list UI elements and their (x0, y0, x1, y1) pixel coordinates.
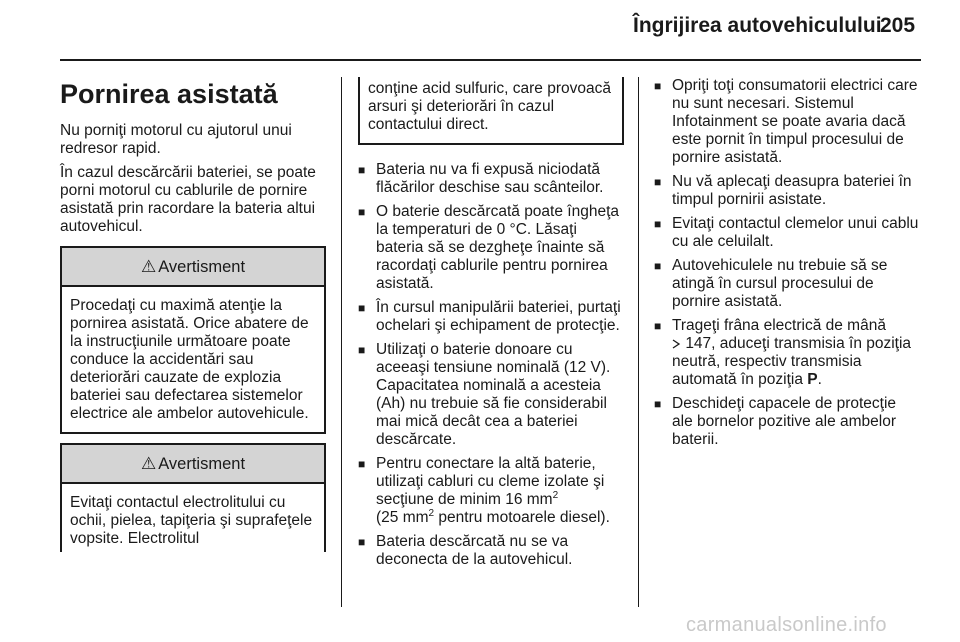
list-item: ■ Autovehiculele nu trebuie să se atingă în cursul procesului de pornire asistată. (654, 257, 888, 310)
bullet-list-col2 (358, 161, 624, 569)
warning-header-1 (62, 248, 324, 287)
watermark: carmanualsonline.info (686, 614, 887, 636)
bullet-icon: ■ (654, 319, 662, 333)
list-item: ■ Utilizaţi o baterie donoare cu aceeaşi tensiune nominală (12 V). Capacitatea nominală a acesteia (Ah) nu trebuie să fie considerabil mai mică decât cea a bateriei descărcate. (358, 341, 611, 448)
list-item: ■ Bateria descărcată nu se va deconecta de la autovehicul. (358, 533, 573, 568)
page-reference-icon (672, 335, 685, 352)
warning-header-2 (62, 445, 324, 484)
list-item: ■ În cursul manipulării bateriei, purtaţi ochelari şi echipament de protecţie. (358, 299, 621, 334)
bullet-list-col3 (654, 77, 920, 449)
list-item: ■ Bateria nu va fi expusă niciodată flăcărilor deschise sau scânteilor. (358, 161, 604, 196)
bullet-icon: ■ (358, 457, 366, 471)
section-title: Pornirea asistată (60, 79, 278, 109)
column-1 (60, 77, 326, 552)
bullet-icon: ■ (654, 175, 662, 189)
bullet-icon: ■ (358, 343, 366, 357)
warning-box-1 (60, 246, 326, 434)
header-title: Îngrijirea autovehiculului (633, 14, 882, 37)
bullet-icon: ■ (654, 79, 662, 93)
warning-triangle-icon: ⚠ (140, 256, 157, 276)
list-item: ■ O baterie descărcată poate îngheţa la temperaturi de 0 °C. Lăsaţi bateria să se dezgheţe înainte să racordaţi cablurile pentru pornirea asistată. (358, 203, 619, 292)
bullet-icon: ■ (358, 205, 366, 219)
column-divider-left (341, 77, 342, 607)
column-2 (358, 77, 624, 575)
warning-title-1: Avertisment (158, 257, 246, 276)
header-rule (60, 59, 921, 61)
warning-text-2-continued: conţine acid sulfuric, care provoacă arsuri şi deteriorări în cazul contactului direct. (368, 80, 611, 133)
page-number: 205 (880, 14, 916, 37)
warning-triangle-icon: ⚠ (140, 453, 157, 473)
list-item: ■ Evitaţi contactul clemelor unui cablu cu ale celuilalt. (654, 215, 919, 250)
warning-text-2: Evitaţi contactul electrolitului cu ochii, pielea, tapiţeria şi suprafeţele vopsite. Electrolitul (70, 494, 313, 547)
column-divider-right (638, 77, 639, 607)
warning-title-2: Avertisment (158, 454, 246, 473)
intro-paragraph-2: În cazul descărcării bateriei, se poate porni motorul cu cablurile de pornire asistată prin racordare la bateria altui autovehicul. (60, 164, 316, 235)
bullet-icon: ■ (358, 163, 366, 177)
list-item: ■ Deschideţi capacele de protecţie ale bornelor pozitive ale ambelor baterii. (654, 395, 897, 448)
bullet-icon: ■ (654, 259, 662, 273)
warning-text-1: Procedaţi cu maximă atenţie la pornirea asistată. Orice abatere de la instrucţiunile următoare poate conduce la accidentări sau deteriorări cauzate de explozia bateriei sau defectarea sistemelor electrice ale ambelor autovehicule. (70, 297, 309, 422)
bullet-icon: ■ (358, 535, 366, 549)
bullet-icon: ■ (654, 397, 662, 411)
list-item: ■ Pentru conectare la altă baterie, utilizaţi cabluri cu cleme izolate şi secţiune de minim 16 $mm^2$ (25 $mm^2$ pentru motoarele diesel). (358, 455, 610, 526)
bullet-icon: ■ (358, 301, 366, 315)
list-item: ■ Opriţi toţi consumatorii electrici care nu sunt necesari. Sistemul Infotainment se poate avaria dacă este pornit în timpul procesului de pornire asistată. (654, 77, 918, 166)
warning-box-2 (60, 443, 326, 552)
intro-paragraph-1: Nu porniţi motorul cu ajutorul unui redresor rapid. (60, 122, 292, 157)
list-item: ■ Trageţi frâna electrică de mână 147, aduceţi transmisia în poziţia neutră, respectiv transmisia automată în poziţia P. (654, 317, 912, 388)
column-3 (654, 77, 920, 455)
warning-box-2-continued (358, 77, 624, 145)
bullet-icon: ■ (654, 217, 662, 231)
list-item: ■ Nu vă aplecaţi deasupra bateriei în timpul pornirii asistate. (654, 173, 912, 208)
